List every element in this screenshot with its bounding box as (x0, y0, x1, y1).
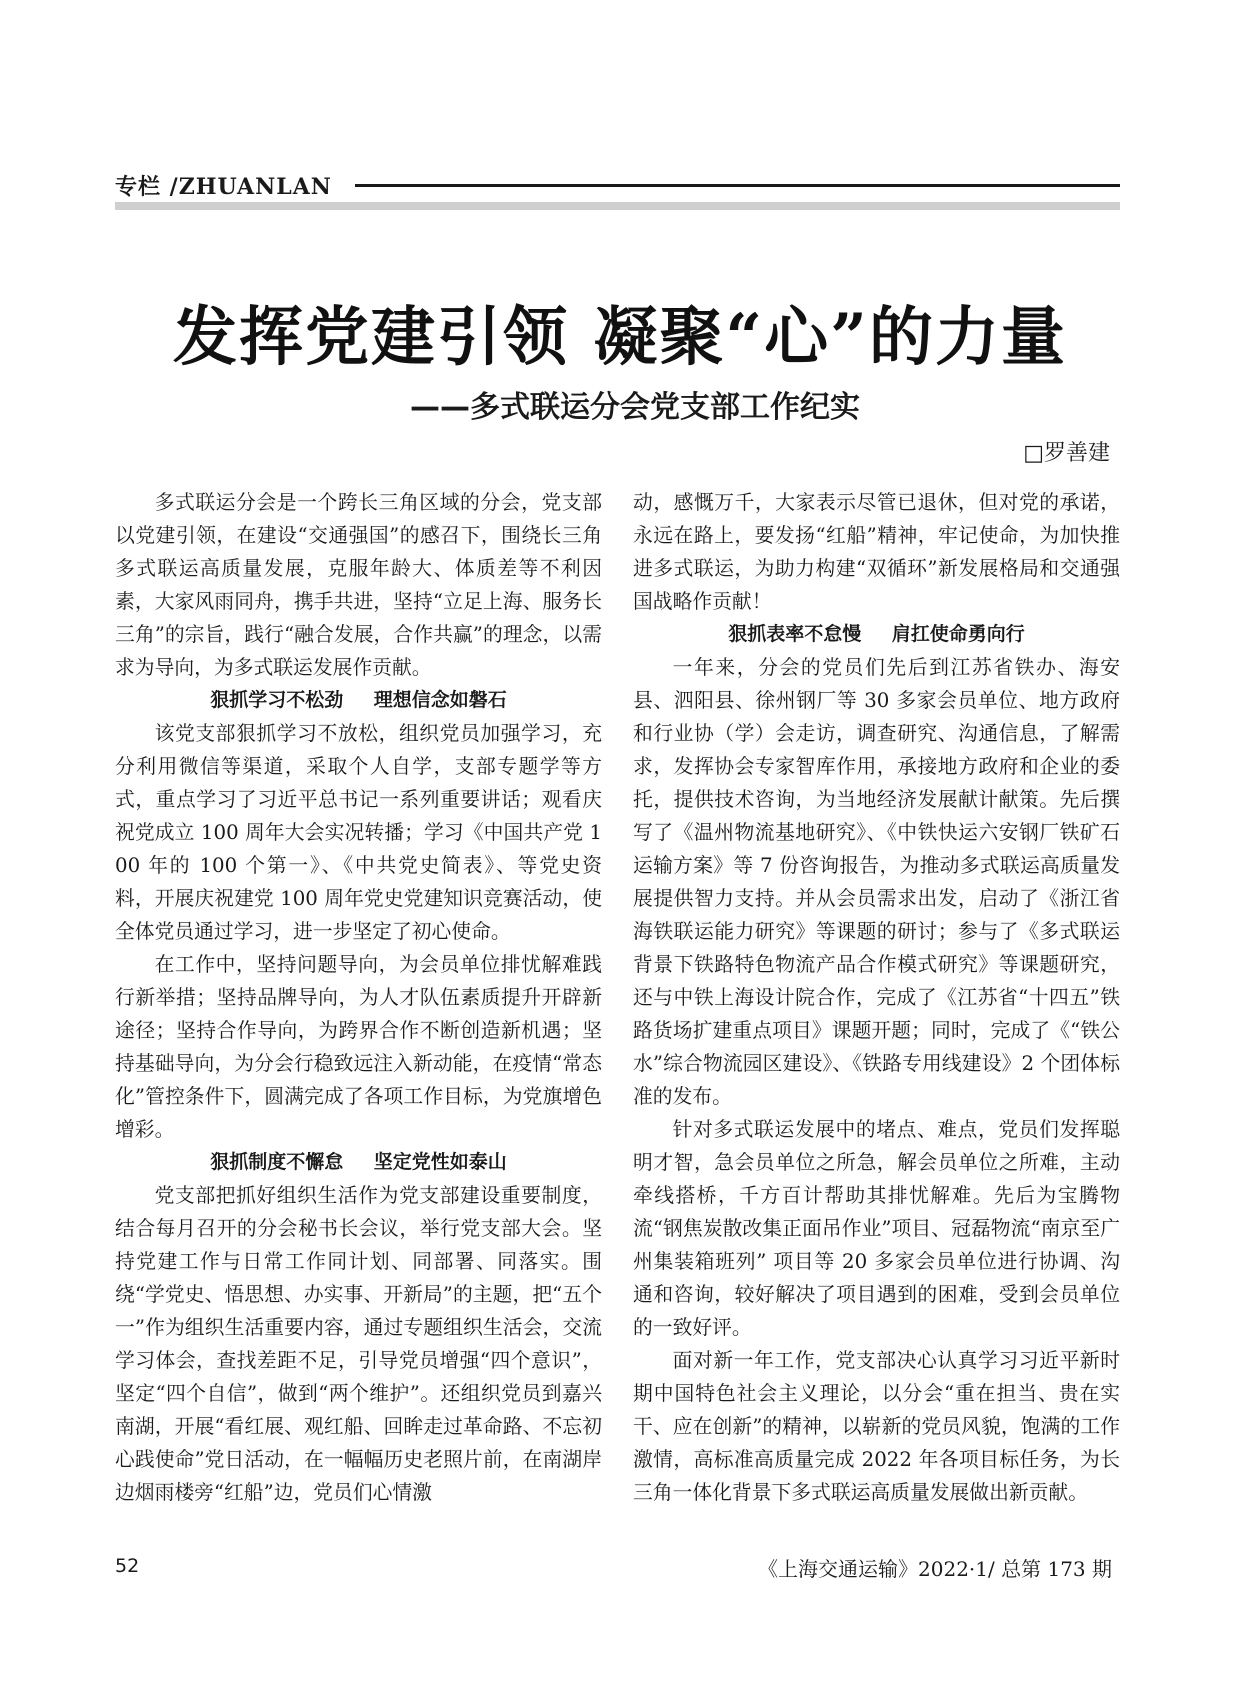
paragraph-coordination: 针对多式联运发展中的堵点、难点，党员们发挥聪明才智，急会员单位之所急，解会员单位之所难，主动牵线搭桥，千方百计帮助其排忧解难。先后为宝腾物流“钢焦炭散改集正面吊作业”项目、冠磊物流“南京至广州集装箱班列” 项目等 20 多家会员单位进行协调、沟通和咨询，较好解决了项目遇到的困难，受到会员单位的一致好评。 (633, 1118, 1120, 1339)
header-rule (355, 184, 1120, 187)
left-column (115, 486, 602, 1509)
article-subtitle: ——多式联运分会党支部工作纪实 (410, 390, 860, 425)
section-heading-system-b: 坚定党性如泰山 (373, 1151, 507, 1173)
article-title: 发挥党建引领 凝聚“心”的力量 (173, 300, 1067, 375)
column-label: 专栏 /ZHUANLAN (115, 170, 346, 201)
paragraph-work: 在工作中，坚持问题导向，为会员单位排忧解难践行新举措；坚持品牌导向，为人才队伍素质提升开辟新途径；坚持合作导向，为跨界合作不断创造新机遇；坚持基础导向，为分会行稳致远注入新动能，在疫情“常态化”管控条件下，圆满完成了各项工作目标，为党旗增色增彩。 (115, 953, 602, 1141)
column-header (115, 168, 1120, 210)
paragraph-system-continued: 动，感慨万千，大家表示尽管已退休，但对党的承诺，永远在路上，要发扬“红船”精神，牢记使命，为加快推进多式联运，为助力构建“双循环”新发展格局和交通强国战略作贡献！ (633, 491, 1120, 613)
section-heading-study-b: 理想信念如磐石 (373, 689, 507, 711)
paragraph-intro: 多式联运分会是一个跨长三角区域的分会，党支部以党建引领，在建设“交通强国”的感召下，围绕长三角多式联运高质量发展，克服年龄大、体质差等不利因素，大家风雨同舟，携手共进，坚持“立足上海、服务长三角”的宗旨，践行“融合发展，合作共赢”的理念，以需求为导向，为多式联运发展作贡献。 (115, 491, 602, 679)
section-heading-example-a: 狠抓表率不怠慢 (728, 623, 862, 645)
section-heading-system-a: 狠抓制度不懈怠 (210, 1151, 344, 1173)
author-byline: □罗善建 (1023, 441, 1110, 466)
header-band (115, 202, 1120, 210)
paragraph-system: 党支部把抓好组织生活作为党支部建设重要制度，结合每月召开的分会秘书长会议，举行党支部大会。坚持党建工作与日常工作同计划、同部署、同落实。围绕“学党史、悟思想、办实事、开新局”的主题，把“五个一”作为组织生活重要内容，通过专题组织生活会，交流学习体会，查找差距不足，引导党员增强“四个意识”，坚定“四个自信”，做到“两个维护”。还组织党员到嘉兴南湖，开展“看红展、观红船、回眸走过革命路、不忘初心践使命”党日活动，在一幅幅历史老照片前，在南湖岸边烟雨楼旁“红船”边，党员们心情激 (115, 1184, 602, 1504)
page-number: 52 (115, 1555, 140, 1577)
right-column (633, 486, 1120, 1509)
section-heading-system (115, 1146, 602, 1179)
paragraph-outlook: 面对新一年工作，党支部决心认真学习习近平新时期中国特色社会主义理论，以分会“重在担当、贵在实干、应在创新”的精神，以崭新的党员风貌，饱满的工作激情，高标准高质量完成 2022 年各项目标任务，为长三角一体化背景下多式联运高质量发展做出新贡献。 (633, 1349, 1120, 1504)
section-heading-example (633, 618, 1120, 651)
section-heading-example-b: 肩扛使命勇向行 (891, 623, 1025, 645)
journal-citation: 《上海交通运输》2022·1/ 总第 173 期 (758, 1557, 1112, 1581)
section-heading-study (115, 684, 602, 717)
section-heading-study-a: 狠抓学习不松劲 (210, 689, 344, 711)
paragraph-research: 一年来，分会的党员们先后到江苏省铁办、海安县、泗阳县、徐州钢厂等 30 多家会员单位、地方政府和行业协（学）会走访，调查研究、沟通信息，了解需求，发挥协会专家智库作用，承接地方政府和企业的委托，提供技术咨询，为当地经济发展献计献策。先后撰写了《温州物流基地研究》、《中铁快运六安钢厂铁矿石运输方案》等 7 份咨询报告，为推动多式联运高质量发展提供智力支持。并从会员需求出发，启动了《浙江省海铁联运能力研究》等课题的研讨；参与了《多式联运背景下铁路特色物流产品合作模式研究》等课题研究，还与中铁上海设计院合作，完成了《江苏省“十四五”铁路货场扩建重点项目》课题开题；同时，完成了《“铁公水”综合物流园区建设》、《铁路专用线建设》2 个团体标准的发布。 (633, 656, 1120, 1108)
paragraph-study: 该党支部狠抓学习不放松，组织党员加强学习，充分利用微信等渠道，采取个人自学，支部专题学等方式，重点学习了习近平总书记一系列重要讲话；观看庆祝党成立 100 周年大会实况转播；学习《中国共产党 100 年的 100 个第一》、《中共党史简表》、等党史资料，开展庆祝建党 100 周年党史党建知识竞赛活动，使全体党员通过学习，进一步坚定了初心使命。 (115, 722, 602, 943)
